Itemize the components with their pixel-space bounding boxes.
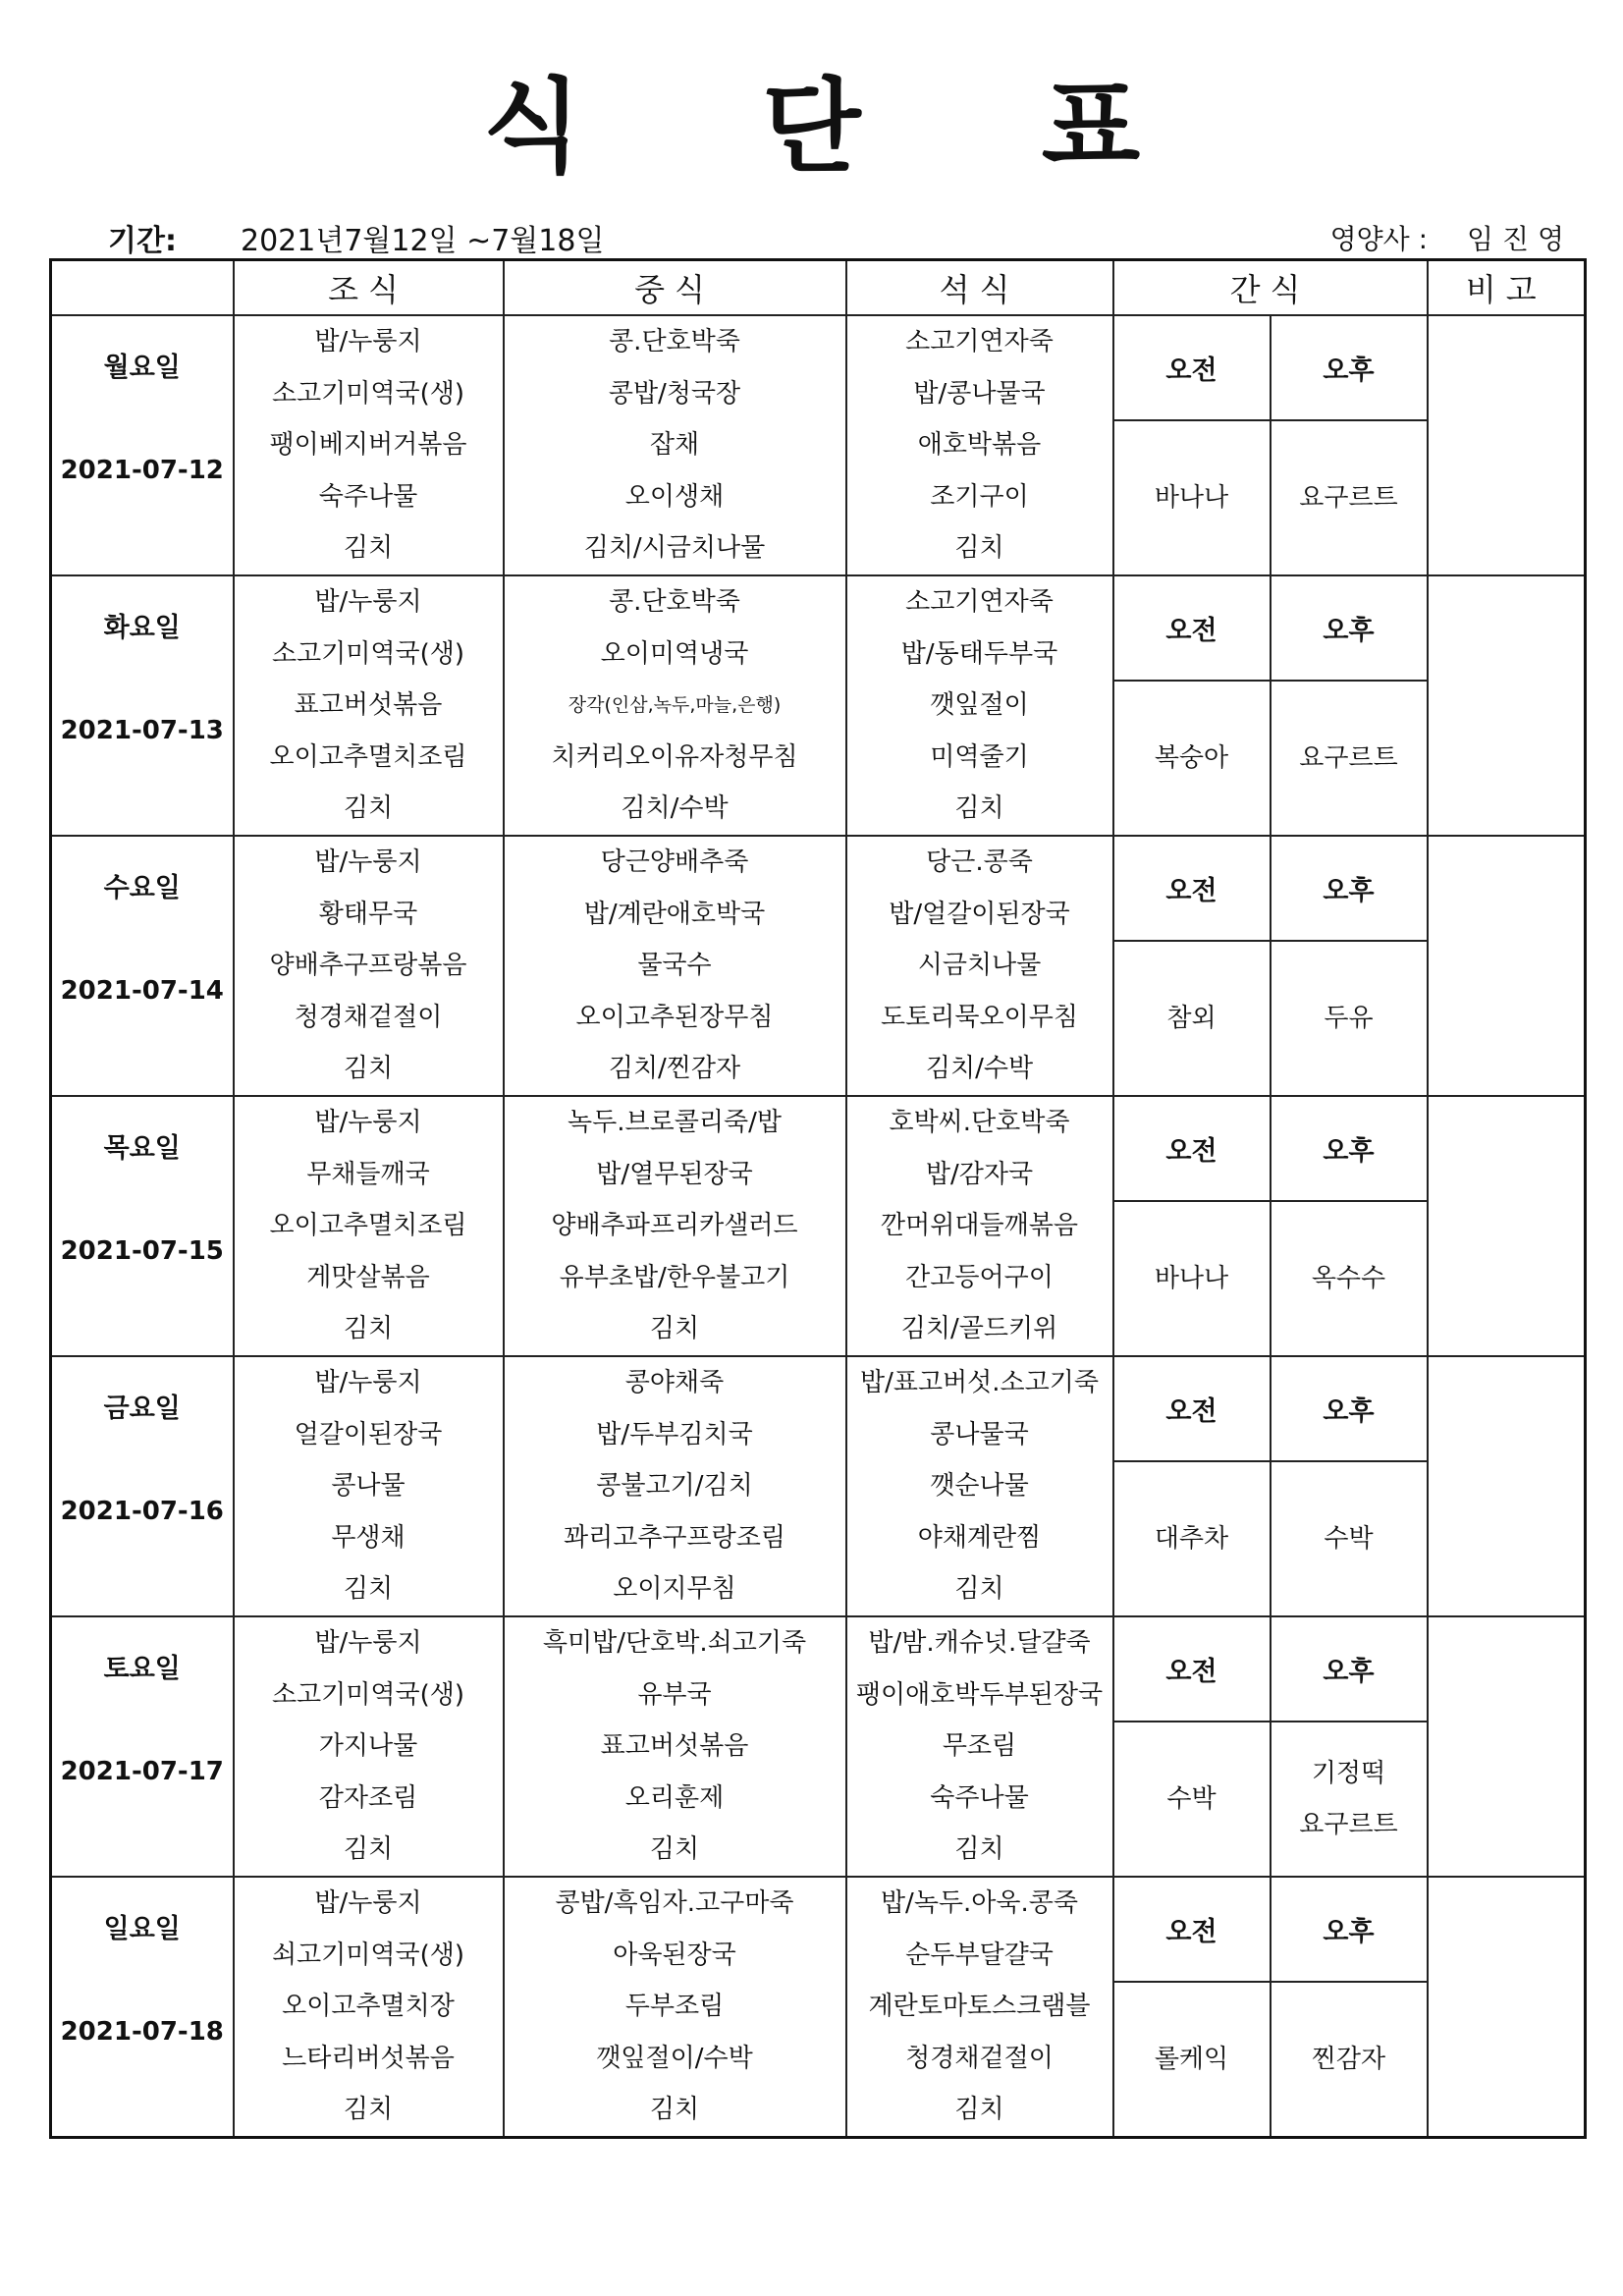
snack-item: 바나나 — [1154, 483, 1229, 513]
snack-pm-label: 오후 — [1271, 1097, 1427, 1201]
menu-item: 김치 — [954, 1574, 1004, 1605]
snack-item: 바나나 — [1154, 1264, 1229, 1293]
menu-item: 밥/콩나물국 — [913, 378, 1046, 409]
day-date: 2021-07-15 — [60, 1236, 224, 1266]
snack-pm-label: 오후 — [1271, 576, 1427, 681]
day-date: 2021-07-12 — [60, 456, 224, 485]
breakfast-cell — [234, 1096, 504, 1356]
breakfast-cell — [234, 315, 504, 575]
day-date: 2021-07-13 — [60, 716, 224, 745]
menu-item: 애호박볶음 — [917, 430, 1042, 461]
menu-item: 표고버섯볶음 — [294, 690, 443, 721]
menu-item: 오이고추멸치장 — [282, 1992, 455, 2022]
snack-pm-label: 오후 — [1271, 837, 1427, 941]
menu-item: 야채계란찜 — [917, 1522, 1042, 1553]
menu-item: 밥/누룽지 — [314, 847, 422, 877]
menu-item: 아욱된장국 — [613, 1940, 736, 1970]
menu-item: 소고기미역국(생) — [271, 638, 465, 669]
meal-table — [49, 258, 1587, 2139]
snack-table — [1114, 1617, 1427, 1876]
snack-cell — [1113, 1616, 1428, 1877]
menu-item: 도토리묵오이무침 — [881, 1002, 1078, 1032]
snack-am-label: 오전 — [1114, 1097, 1271, 1201]
note-cell — [1428, 1616, 1586, 1877]
snack-item: 요구르트 — [1299, 483, 1398, 513]
nutritionist — [1330, 218, 1564, 257]
menu-item: 오이고추멸치조림 — [269, 741, 467, 772]
menu-item: 김치/수박 — [925, 1054, 1034, 1084]
title-char-1: 식 — [482, 67, 582, 187]
snack-cell — [1113, 575, 1428, 836]
menu-item: 김치 — [954, 2095, 1004, 2125]
snack-am — [1114, 941, 1271, 1095]
menu-item: 콩밥/흑임자.고구마죽 — [555, 1888, 794, 1918]
dinner-cell — [846, 836, 1113, 1096]
menu-item: 김치/찐감자 — [608, 1054, 741, 1084]
menu-item: 팽이애호박두부된장국 — [855, 1679, 1104, 1710]
menu-item: 흑미밥/단호박.쇠고기죽 — [542, 1628, 807, 1658]
menu-item: 숙주나물 — [930, 1782, 1029, 1813]
snack-am-label: 오전 — [1114, 1617, 1271, 1722]
dinner-cell — [846, 1877, 1113, 2138]
menu-item: 소고기연자죽 — [905, 587, 1054, 617]
menu-item: 콩나물국 — [930, 1419, 1029, 1449]
snack-item: 수박 — [1324, 1524, 1374, 1554]
menu-item: 오이고추멸치조림 — [269, 1211, 467, 1241]
lunch-cell — [504, 315, 846, 575]
menu-item: 밥/녹두.아욱.콩죽 — [880, 1888, 1079, 1918]
menu-item: 김치/시금치나물 — [583, 533, 766, 564]
menu-item: 깐머위대들깨볶음 — [881, 1211, 1078, 1241]
snack-item: 요구르트 — [1299, 743, 1398, 773]
day-date: 2021-07-18 — [60, 2017, 224, 2047]
day-row — [51, 1356, 1586, 1616]
menu-item: 느타리버섯볶음 — [282, 2043, 455, 2073]
day-name: 일요일 — [103, 1914, 181, 1944]
day-date: 2021-07-14 — [60, 976, 224, 1006]
menu-item: 김치 — [954, 1834, 1004, 1865]
day-row — [51, 315, 1586, 575]
menu-item: 김치 — [649, 1314, 700, 1344]
day-cell — [51, 1877, 234, 2138]
menu-item: 조기구이 — [930, 481, 1029, 512]
header-snack: 간식 — [1113, 260, 1428, 316]
menu-item: 오이생채 — [624, 481, 725, 512]
period-label: 기간: — [108, 224, 177, 258]
snack-cell — [1113, 315, 1428, 575]
menu-item: 무채들깨국 — [306, 1159, 430, 1189]
menu-item: 표고버섯볶음 — [600, 1731, 749, 1762]
day-row — [51, 836, 1586, 1096]
menu-item: 청경채겉절이 — [905, 2043, 1054, 2073]
snack-am-label: 오전 — [1114, 316, 1271, 420]
menu-item: 간고등어구이 — [905, 1262, 1054, 1292]
snack-item: 기정떡 — [1311, 1759, 1386, 1788]
menu-item: 김치 — [343, 533, 394, 564]
menu-item: 김치 — [343, 1834, 394, 1865]
snack-item: 두유 — [1324, 1004, 1374, 1033]
menu-item: 양배추구프랑볶음 — [269, 951, 467, 981]
snack-item: 대추차 — [1154, 1524, 1229, 1554]
menu-item: 오리훈제 — [624, 1782, 725, 1813]
menu-item: 콩야채죽 — [624, 1368, 725, 1397]
snack-cell — [1113, 1877, 1428, 2138]
lunch-cell — [504, 575, 846, 836]
title-char-2: 단 — [762, 67, 861, 187]
snack-pm — [1271, 420, 1427, 574]
day-cell — [51, 315, 234, 575]
menu-item: 밥/열무된장국 — [596, 1159, 753, 1189]
menu-item: 황태무국 — [318, 899, 418, 929]
page-title — [0, 54, 1623, 187]
menu-item: 오이미역냉국 — [600, 638, 749, 669]
lunch-cell — [504, 836, 846, 1096]
menu-item: 물국수 — [637, 951, 712, 981]
menu-item: 장각(인삼,녹두,마늘,은행) — [568, 694, 782, 717]
header-note: 비고 — [1428, 260, 1586, 316]
dinner-cell — [846, 1356, 1113, 1616]
day-name: 수요일 — [103, 873, 181, 903]
day-row — [51, 1096, 1586, 1356]
day-row — [51, 1877, 1586, 2138]
day-row — [51, 575, 1586, 836]
title-char-3: 표 — [1041, 67, 1141, 187]
menu-item: 밥/누룽지 — [314, 1108, 422, 1137]
menu-item: 김치/수박 — [621, 793, 729, 824]
menu-item: 밥/누룽지 — [314, 1368, 422, 1397]
lunch-cell — [504, 1096, 846, 1356]
header-row — [51, 260, 1586, 316]
note-cell — [1428, 575, 1586, 836]
menu-item: 밥/밤.캐슈넛.달걀죽 — [868, 1628, 1091, 1658]
menu-item: 당근.콩죽 — [926, 847, 1033, 877]
menu-item: 얼갈이된장국 — [294, 1419, 443, 1449]
header-dinner: 석식 — [846, 260, 1113, 316]
nutritionist-name: 임 진 영 — [1467, 223, 1564, 255]
menu-item: 소고기미역국(생) — [271, 1679, 465, 1710]
snack-pm — [1271, 1722, 1427, 1876]
menu-item: 김치 — [343, 2095, 394, 2125]
snack-cell — [1113, 1096, 1428, 1356]
breakfast-cell — [234, 575, 504, 836]
menu-item: 밥/누룽지 — [314, 1628, 422, 1658]
day-name: 화요일 — [103, 613, 181, 643]
day-name: 금요일 — [103, 1394, 181, 1424]
snack-table — [1114, 1097, 1427, 1355]
day-name: 토요일 — [103, 1654, 181, 1684]
snack-pm — [1271, 1982, 1427, 2136]
dinner-cell — [846, 575, 1113, 836]
menu-item: 콩밥/청국장 — [608, 378, 741, 409]
snack-pm — [1271, 941, 1427, 1095]
menu-item: 콩나물 — [331, 1471, 406, 1502]
snack-item: 찐감자 — [1311, 2045, 1386, 2074]
menu-item: 시금치나물 — [917, 951, 1042, 981]
day-date: 2021-07-16 — [60, 1497, 224, 1526]
menu-item: 밥/감자국 — [925, 1159, 1034, 1189]
menu-item: 김치 — [954, 793, 1004, 824]
menu-item: 유부초밥/한우불고기 — [559, 1262, 790, 1292]
menu-item: 무조림 — [942, 1731, 1017, 1762]
menu-item: 오이고추된장무침 — [575, 1002, 774, 1032]
menu-item: 콩.단호박죽 — [609, 327, 740, 356]
menu-item: 깻순나물 — [930, 1471, 1029, 1502]
lunch-cell — [504, 1877, 846, 2138]
menu-item: 밥/누룽지 — [314, 587, 422, 617]
menu-item: 두부조림 — [624, 1992, 725, 2022]
day-row — [51, 1616, 1586, 1877]
snack-item: 수박 — [1166, 1784, 1217, 1814]
header-lunch: 중식 — [504, 260, 846, 316]
menu-item: 청경채겉절이 — [294, 1002, 443, 1032]
snack-pm-label: 오후 — [1271, 1878, 1427, 1982]
snack-cell — [1113, 1356, 1428, 1616]
snack-pm-label: 오후 — [1271, 316, 1427, 420]
menu-item: 미역줄기 — [930, 741, 1029, 772]
dinner-cell — [846, 1616, 1113, 1877]
snack-am-label: 오전 — [1114, 576, 1271, 681]
day-cell — [51, 1616, 234, 1877]
header-breakfast: 조식 — [234, 260, 504, 316]
note-cell — [1428, 1356, 1586, 1616]
menu-item: 소고기미역국(생) — [271, 378, 465, 409]
snack-pm — [1271, 681, 1427, 835]
breakfast-cell — [234, 836, 504, 1096]
snack-table — [1114, 576, 1427, 835]
menu-item: 깻잎절이/수박 — [596, 2043, 753, 2073]
menu-item: 콩불고기/김치 — [596, 1471, 753, 1502]
snack-item: 복숭아 — [1154, 743, 1229, 773]
menu-item: 게맛살볶음 — [306, 1262, 430, 1292]
menu-item: 밥/동태두부국 — [900, 638, 1058, 669]
snack-am — [1114, 1201, 1271, 1355]
snack-pm-label: 오후 — [1271, 1357, 1427, 1461]
menu-item: 김치 — [954, 533, 1004, 564]
menu-item: 녹두.브로콜리죽/밥 — [568, 1108, 782, 1137]
menu-item: 치커리오이유자청무침 — [551, 741, 798, 772]
snack-am-label: 오전 — [1114, 1878, 1271, 1982]
menu-item: 밥/누룽지 — [314, 1888, 422, 1918]
snack-pm — [1271, 1461, 1427, 1615]
menu-item: 깻잎절이 — [930, 690, 1029, 721]
snack-item: 롤케익 — [1154, 2045, 1229, 2074]
menu-item: 팽이베지버거볶음 — [269, 430, 467, 461]
menu-item: 당근양배추죽 — [600, 847, 749, 877]
menu-item: 김치 — [343, 793, 394, 824]
menu-item: 밥/누룽지 — [314, 327, 422, 356]
menu-item: 양배추파프리카샐러드 — [551, 1211, 798, 1241]
menu-item: 소고기연자죽 — [905, 327, 1054, 356]
menu-item: 밥/표고버섯.소고기죽 — [859, 1368, 1100, 1397]
dinner-cell — [846, 1096, 1113, 1356]
day-cell — [51, 836, 234, 1096]
menu-item: 오이지무침 — [613, 1574, 736, 1605]
breakfast-cell — [234, 1616, 504, 1877]
menu-item: 호박씨.단호박죽 — [889, 1108, 1070, 1137]
period-value: 2021년7월12일 ~7월18일 — [241, 224, 605, 258]
note-cell — [1428, 315, 1586, 575]
menu-item: 콩.단호박죽 — [609, 587, 740, 617]
lunch-cell — [504, 1356, 846, 1616]
snack-table — [1114, 1357, 1427, 1615]
day-cell — [51, 1096, 234, 1356]
note-cell — [1428, 1877, 1586, 2138]
menu-item: 밥/두부김치국 — [596, 1419, 753, 1449]
menu-item: 꽈리고추구프랑조림 — [563, 1522, 786, 1553]
menu-item: 김치 — [649, 2095, 700, 2125]
snack-item: 옥수수 — [1311, 1264, 1386, 1293]
snack-am-label: 오전 — [1114, 837, 1271, 941]
breakfast-cell — [234, 1356, 504, 1616]
menu-item: 밥/얼갈이된장국 — [889, 899, 1070, 929]
snack-item: 참외 — [1166, 1004, 1217, 1033]
menu-item: 김치 — [343, 1574, 394, 1605]
menu-item: 무생채 — [331, 1522, 406, 1553]
breakfast-cell — [234, 1877, 504, 2138]
menu-item: 밥/계란애호박국 — [583, 899, 766, 929]
snack-am-label: 오전 — [1114, 1357, 1271, 1461]
dinner-cell — [846, 315, 1113, 575]
snack-table — [1114, 316, 1427, 574]
snack-am — [1114, 681, 1271, 835]
snack-pm — [1271, 1201, 1427, 1355]
menu-item: 쇠고기미역국(생) — [271, 1940, 465, 1970]
nutritionist-label: 영양사 : — [1329, 223, 1429, 255]
snack-pm-label: 오후 — [1271, 1617, 1427, 1722]
snack-cell — [1113, 836, 1428, 1096]
menu-item: 김치 — [649, 1834, 700, 1865]
menu-item: 가지나물 — [318, 1731, 418, 1762]
day-name: 월요일 — [103, 353, 181, 383]
menu-item: 순두부달걀국 — [905, 1940, 1054, 1970]
menu-item: 숙주나물 — [318, 481, 418, 512]
snack-am — [1114, 1982, 1271, 2136]
day-name: 목요일 — [103, 1133, 181, 1164]
menu-item: 잡채 — [649, 430, 700, 461]
snack-item: 요구르트 — [1299, 1810, 1398, 1839]
snack-table — [1114, 837, 1427, 1095]
day-date: 2021-07-17 — [60, 1757, 224, 1786]
header-day — [51, 260, 234, 316]
menu-item: 감자조림 — [318, 1782, 418, 1813]
menu-item: 계란토마토스크램블 — [868, 1992, 1091, 2022]
menu-item: 김치/골드키위 — [900, 1314, 1058, 1344]
snack-table — [1114, 1878, 1427, 2136]
note-cell — [1428, 836, 1586, 1096]
note-cell — [1428, 1096, 1586, 1356]
snack-am — [1114, 1461, 1271, 1615]
menu-item: 유부국 — [637, 1679, 712, 1710]
snack-am — [1114, 1722, 1271, 1876]
snack-am — [1114, 420, 1271, 574]
menu-item: 김치 — [343, 1314, 394, 1344]
day-cell — [51, 575, 234, 836]
day-cell — [51, 1356, 234, 1616]
lunch-cell — [504, 1616, 846, 1877]
menu-item: 김치 — [343, 1054, 394, 1084]
